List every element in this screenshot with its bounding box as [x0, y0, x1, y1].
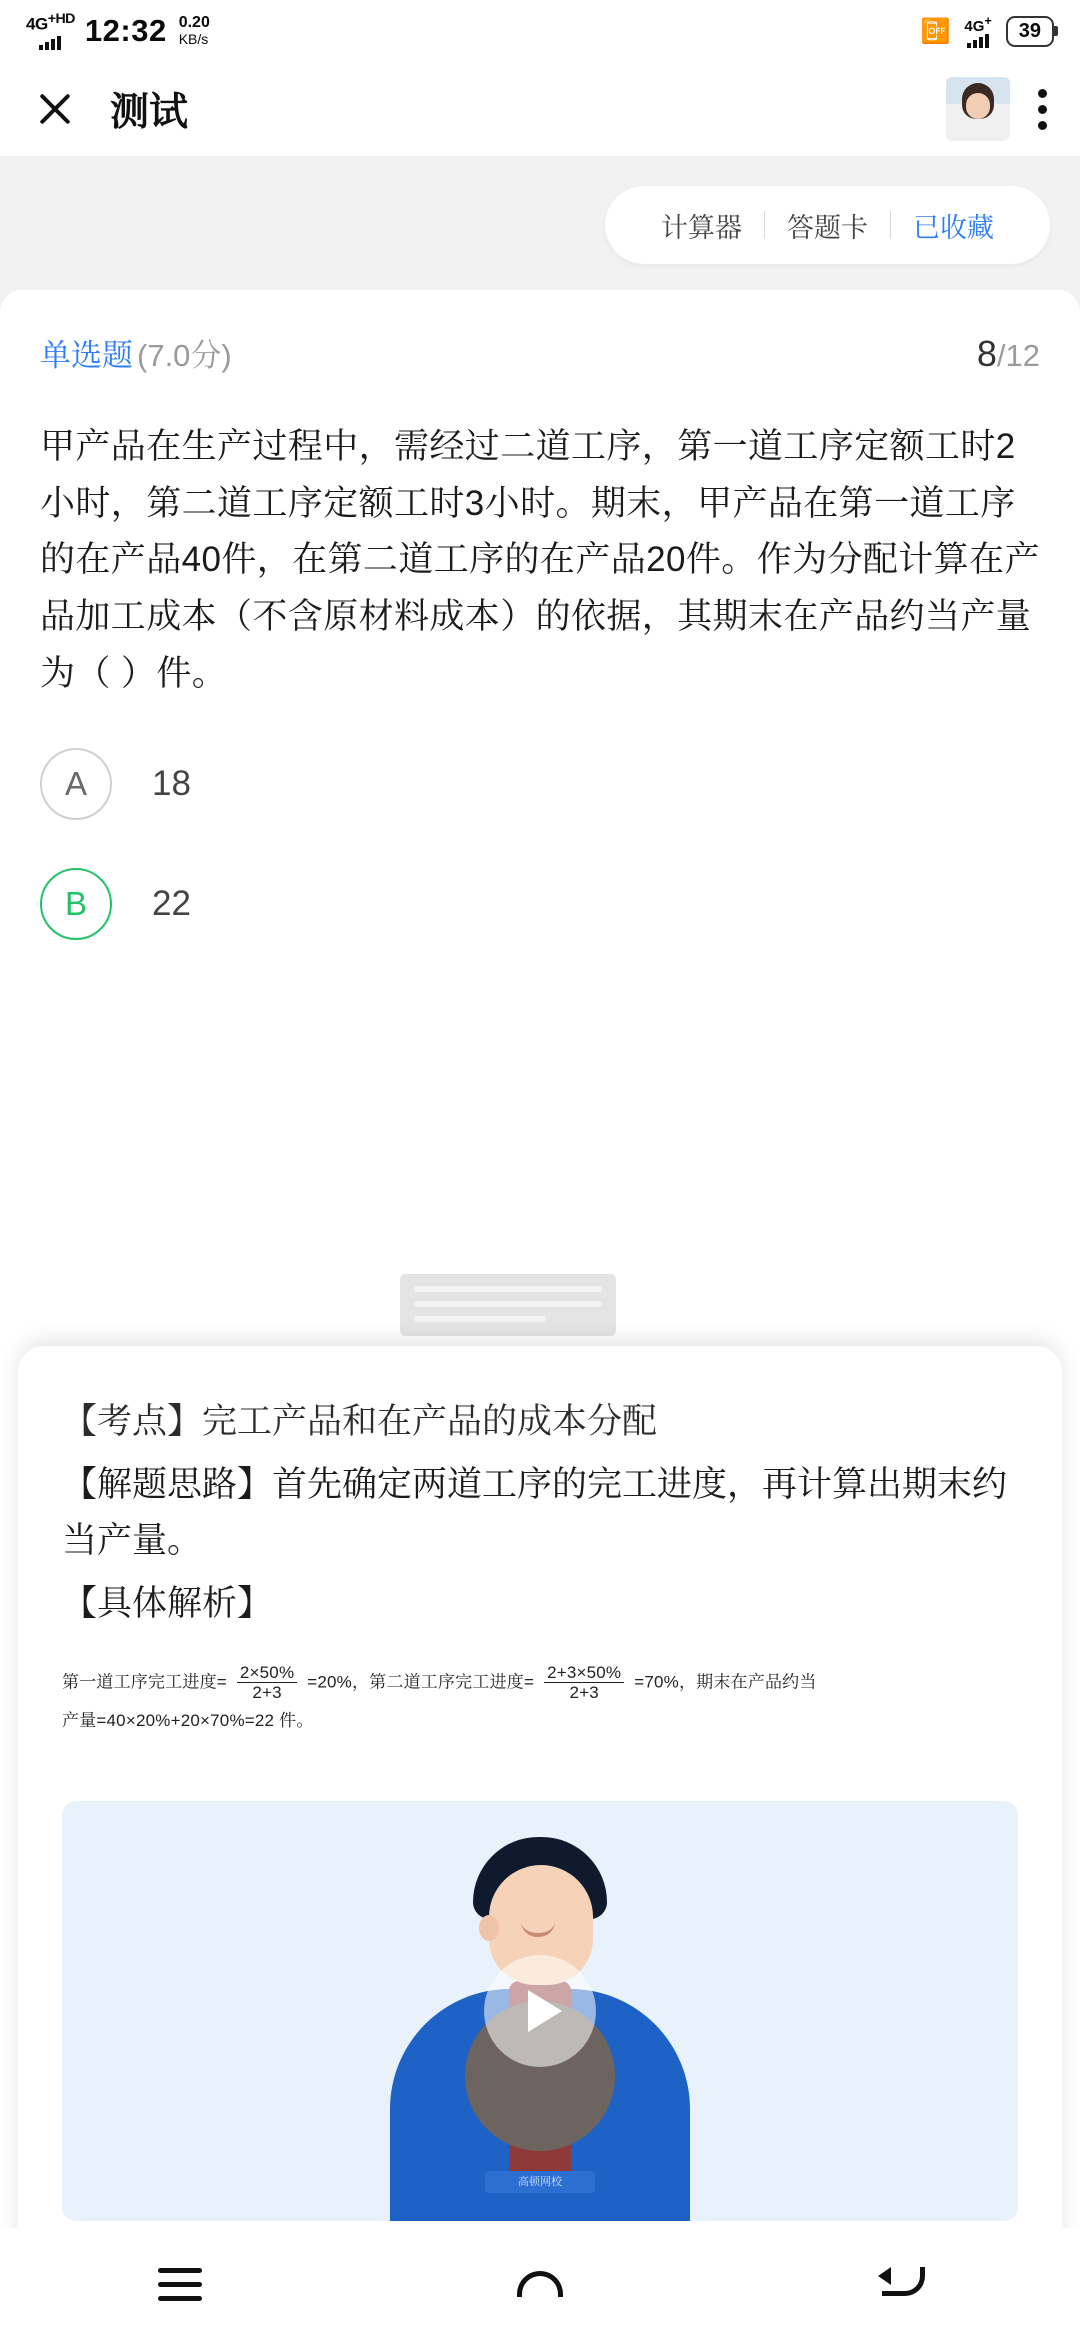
question-type: 单选题	[40, 338, 133, 373]
network-sup: +HD	[47, 11, 75, 28]
network-indicator	[26, 12, 75, 50]
recents-button[interactable]	[120, 2249, 240, 2319]
question-score: (7.0分)	[137, 338, 232, 373]
option-text: 18	[152, 764, 191, 804]
status-bar	[0, 0, 1080, 62]
option-b[interactable]	[40, 868, 1040, 940]
home-button[interactable]	[480, 2249, 600, 2319]
question-separator: /	[996, 338, 1006, 373]
fraction-1-numerator: 2×50%	[237, 1663, 297, 1684]
play-button-icon[interactable]	[484, 1955, 596, 2067]
video-person-ear	[479, 1915, 499, 1941]
analysis-point: 【考点】完工产品和在产品的成本分配	[62, 1402, 658, 1441]
analysis-idea: 【解题思路】首先确定两道工序的完工进度，再计算出期末约当产量。	[62, 1464, 1008, 1561]
calculator-button[interactable]: 计算器	[661, 212, 742, 243]
formula-part-3: =70%，期末在产品约当	[634, 1672, 817, 1692]
option-letter: B	[40, 868, 112, 940]
analysis-sheet	[18, 1346, 1062, 2340]
analysis-detail-title: 【具体解析】	[62, 1584, 273, 1624]
options-list	[40, 748, 1040, 940]
close-icon[interactable]	[32, 86, 78, 132]
network-right-label: 4G	[964, 17, 985, 35]
explanation-video[interactable]	[62, 1801, 1018, 2221]
formula-part-1: 第一道工序完工进度=	[62, 1672, 227, 1692]
status-left	[26, 12, 210, 50]
network-speed	[179, 15, 210, 46]
network-label: 4G	[26, 14, 48, 34]
fraction-2-numerator: 2+3×50%	[544, 1663, 624, 1684]
vibrate-icon: 📴	[920, 17, 951, 45]
header-actions	[946, 77, 1048, 141]
system-navigation-bar	[0, 2228, 1080, 2340]
signal-bars-icon	[39, 35, 61, 50]
recents-icon	[158, 2268, 202, 2301]
analysis-formula	[62, 1663, 1018, 1739]
question-meta	[40, 330, 1040, 375]
option-letter: A	[40, 748, 112, 820]
page-title: 测试	[110, 91, 189, 134]
avatar[interactable]	[946, 77, 1010, 141]
question-stem: 甲产品在生产过程中，需经过二道工序，第一道工序定额工时2小时，第二道工序定额工时3小时。期末，甲产品在第一道工序的在产品40件，在第二道工序的在产品20件。作为分配计算在产品加工成本（不含原材料成本）的依据，其期末在产品约当产量为（ ）件。	[40, 427, 1040, 693]
app-header	[0, 62, 1080, 156]
status-right	[921, 15, 1054, 48]
question-total: 12	[1005, 338, 1040, 373]
question-index	[977, 333, 1040, 375]
toolbar-wrap	[0, 156, 1080, 290]
fraction-2	[544, 1663, 624, 1703]
fraction-2-denominator: 2+3	[569, 1683, 599, 1703]
question-toolbar	[605, 186, 1050, 264]
favorite-button[interactable]: 已收藏	[913, 212, 994, 243]
home-icon	[517, 2271, 563, 2297]
fraction-1-denominator: 2+3	[252, 1683, 282, 1703]
video-logo: 高顿网校	[485, 2171, 595, 2193]
formula-part-2: =20%，第二道工序完工进度=	[307, 1672, 535, 1692]
battery-indicator: 39	[1006, 16, 1054, 47]
fraction-1	[237, 1663, 297, 1703]
more-options-icon[interactable]	[1038, 89, 1048, 130]
network-right-sup: +	[984, 13, 992, 28]
speed-unit: KB/s	[178, 31, 209, 48]
page-body	[0, 156, 1080, 2340]
signal-bars-icon-2	[967, 36, 989, 48]
network-indicator-2	[964, 15, 991, 48]
back-button[interactable]	[840, 2249, 960, 2319]
question-current: 8	[976, 333, 997, 374]
option-text: 22	[152, 884, 191, 924]
option-a[interactable]	[40, 748, 1040, 820]
answer-sheet-button[interactable]: 答题卡	[787, 212, 868, 243]
loading-placeholder	[400, 1274, 616, 1336]
clock: 12:32	[84, 13, 167, 48]
speed-value: 0.20	[178, 14, 210, 32]
back-icon	[878, 2267, 922, 2301]
formula-part-4: 产量=40×20%+20×70%=22 件。	[62, 1710, 314, 1730]
